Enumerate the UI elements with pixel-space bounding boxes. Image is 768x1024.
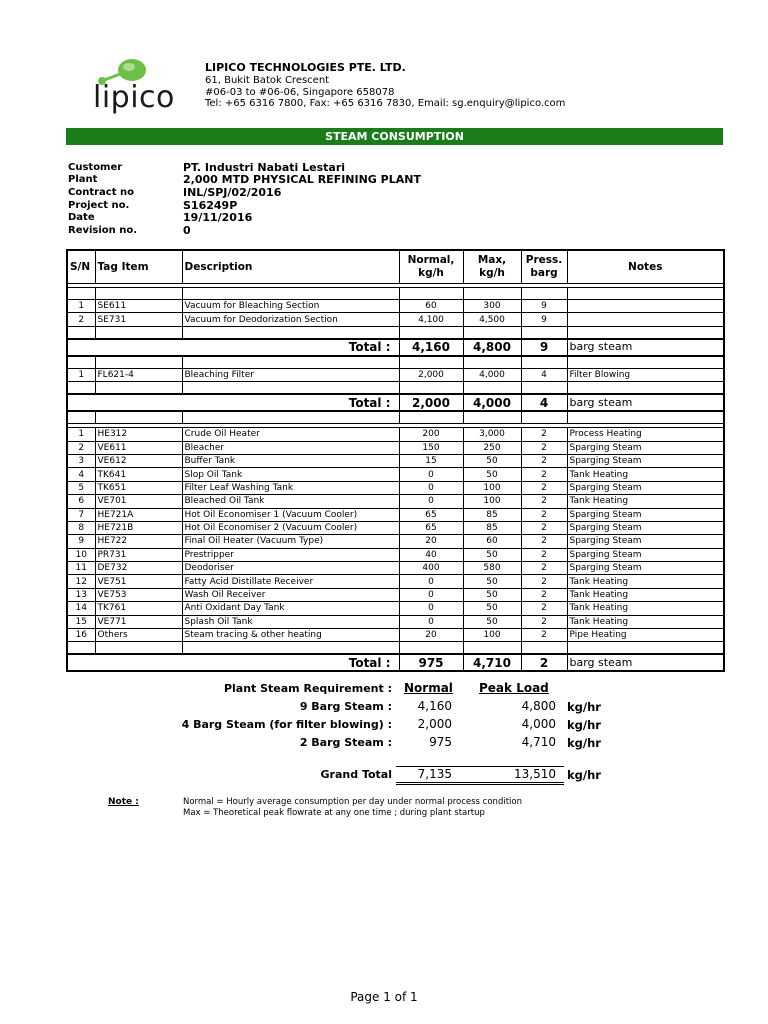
grand-total-normal: 7,135 (417, 767, 452, 781)
description-cell: Buffer Tank (182, 454, 399, 467)
table-row (67, 629, 724, 642)
press-cell: 2 (521, 535, 567, 548)
tag-cell: TK641 (95, 468, 182, 481)
header-sn: S/N (67, 250, 95, 284)
contract-label: Contract no (68, 187, 134, 198)
notes-cell: Sparging Steam (567, 508, 724, 521)
sn-cell: 14 (67, 602, 95, 615)
empty-cell (463, 326, 521, 339)
note-label: Note : (108, 797, 139, 807)
press-cell: 9 (521, 300, 567, 313)
description-cell: Bleached Oil Tank (182, 495, 399, 508)
table-row (67, 535, 724, 548)
logo-wordmark: lipico (93, 80, 175, 115)
header-description: Description (182, 250, 399, 284)
table-row (67, 602, 724, 615)
notes-cell: Tank Heating (567, 575, 724, 588)
total-normal: 2,000 (399, 394, 463, 411)
empty-cell (463, 382, 521, 395)
notes-cell: Sparging Steam (567, 562, 724, 575)
normal-cell: 20 (399, 535, 463, 548)
empty-cell (182, 356, 399, 369)
empty-cell (67, 382, 95, 395)
grand-total-bottom-rule (396, 782, 564, 785)
empty-cell (95, 642, 182, 655)
blank-row (67, 326, 724, 339)
tag-cell: VE701 (95, 495, 182, 508)
notes-cell: Sparging Steam (567, 481, 724, 494)
notes-cell: Filter Blowing (567, 368, 724, 381)
table-row (67, 508, 724, 521)
empty-cell (95, 356, 182, 369)
press-cell: 2 (521, 629, 567, 642)
description-cell: Splash Oil Tank (182, 615, 399, 628)
notes-cell (567, 300, 724, 313)
notes-cell: Tank Heating (567, 615, 724, 628)
press-cell: 2 (521, 575, 567, 588)
total-unit: barg steam (567, 339, 724, 356)
notes-cell: Sparging Steam (567, 454, 724, 467)
empty-cell (182, 382, 399, 395)
company-name: LIPICO TECHNOLOGIES PTE. LTD. (205, 61, 406, 74)
description-cell: Crude Oil Heater (182, 428, 399, 441)
notes-cell: Sparging Steam (567, 521, 724, 534)
press-cell: 2 (521, 562, 567, 575)
max-cell: 50 (463, 468, 521, 481)
total-max: 4,000 (463, 394, 521, 411)
summary-row-peak: 4,800 (521, 699, 556, 713)
press-cell: 9 (521, 313, 567, 326)
empty-cell (521, 382, 567, 395)
max-cell: 4,500 (463, 313, 521, 326)
summary-col-normal: Normal (404, 681, 453, 695)
table-row (67, 428, 724, 441)
sn-cell: 2 (67, 313, 95, 326)
header-tag: Tag Item (95, 250, 182, 284)
contract-value: INL/SPJ/02/2016 (183, 186, 282, 199)
table-row (67, 521, 724, 534)
revision-label: Revision no. (68, 225, 138, 236)
empty-cell (67, 326, 95, 339)
description-cell: Bleaching Filter (182, 368, 399, 381)
tag-cell: VE771 (95, 615, 182, 628)
empty-cell (67, 288, 95, 300)
press-cell: 2 (521, 521, 567, 534)
normal-cell: 4,100 (399, 313, 463, 326)
table-row (67, 368, 724, 381)
normal-cell: 0 (399, 468, 463, 481)
sn-cell: 7 (67, 508, 95, 521)
empty-cell (399, 326, 463, 339)
empty-cell (521, 356, 567, 369)
description-cell: Fatty Acid Distillate Receiver (182, 575, 399, 588)
description-cell: Slop Oil Tank (182, 468, 399, 481)
description-cell: Filter Leaf Washing Tank (182, 481, 399, 494)
tag-cell: Others (95, 629, 182, 642)
summary-row-label: 4 Barg Steam (for filter blowing) : (181, 718, 392, 731)
notes-cell: Tank Heating (567, 495, 724, 508)
press-cell: 2 (521, 615, 567, 628)
total-label: Total : (67, 654, 399, 671)
tag-cell: TK761 (95, 602, 182, 615)
tag-cell: SE731 (95, 313, 182, 326)
table-row (67, 468, 724, 481)
press-cell: 2 (521, 428, 567, 441)
total-press: 4 (521, 394, 567, 411)
header-notes: Notes (567, 250, 724, 284)
press-cell: 2 (521, 468, 567, 481)
summary-label: Plant Steam Requirement : (223, 682, 392, 695)
max-cell: 50 (463, 548, 521, 561)
max-cell: 50 (463, 602, 521, 615)
empty-cell (521, 411, 567, 424)
total-press: 2 (521, 654, 567, 671)
max-cell: 580 (463, 562, 521, 575)
document-title-bar: STEAM CONSUMPTION (66, 128, 723, 145)
max-cell: 300 (463, 300, 521, 313)
table-row (67, 548, 724, 561)
summary-row-unit: kg/hr (567, 736, 601, 750)
empty-cell (399, 356, 463, 369)
description-cell: Steam tracing & other heating (182, 629, 399, 642)
tag-cell: HE721B (95, 521, 182, 534)
notes-cell: Pipe Heating (567, 629, 724, 642)
blank-row (67, 288, 724, 300)
notes-cell: Tank Heating (567, 588, 724, 601)
normal-cell: 15 (399, 454, 463, 467)
total-row (67, 339, 724, 356)
grand-total-unit: kg/hr (567, 768, 601, 782)
empty-cell (399, 288, 463, 300)
total-normal: 975 (399, 654, 463, 671)
date-value: 19/11/2016 (183, 211, 253, 224)
max-cell: 100 (463, 629, 521, 642)
normal-cell: 200 (399, 428, 463, 441)
description-cell: Hot Oil Economiser 2 (Vacuum Cooler) (182, 521, 399, 534)
sn-cell: 13 (67, 588, 95, 601)
company-contact: Tel: +65 6316 7800, Fax: +65 6316 7830, Email: sg.enquiry@lipico.com (205, 98, 566, 109)
max-cell: 50 (463, 575, 521, 588)
empty-cell (567, 326, 724, 339)
normal-cell: 150 (399, 441, 463, 454)
max-cell: 100 (463, 495, 521, 508)
empty-cell (567, 411, 724, 424)
normal-cell: 0 (399, 575, 463, 588)
steam-consumption-table (66, 249, 725, 672)
summary-row-unit: kg/hr (567, 718, 601, 732)
press-cell: 2 (521, 481, 567, 494)
table-row (67, 454, 724, 467)
tag-cell: DE732 (95, 562, 182, 575)
empty-cell (399, 382, 463, 395)
tag-cell: HE721A (95, 508, 182, 521)
normal-cell: 0 (399, 588, 463, 601)
empty-cell (567, 356, 724, 369)
empty-cell (521, 326, 567, 339)
notes-cell: Sparging Steam (567, 441, 724, 454)
normal-cell: 40 (399, 548, 463, 561)
press-cell: 2 (521, 588, 567, 601)
description-cell: Prestripper (182, 548, 399, 561)
tag-cell: VE611 (95, 441, 182, 454)
sn-cell: 5 (67, 481, 95, 494)
empty-cell (67, 411, 95, 424)
table-row (67, 300, 724, 313)
project-label: Project no. (68, 200, 130, 211)
sn-cell: 4 (67, 468, 95, 481)
notes-cell: Process Heating (567, 428, 724, 441)
empty-cell (521, 642, 567, 655)
empty-cell (95, 326, 182, 339)
max-cell: 100 (463, 481, 521, 494)
grand-total-label: Grand Total (320, 768, 392, 781)
blank-row (67, 356, 724, 369)
summary-col-peak: Peak Load (479, 681, 549, 695)
description-cell: Final Oil Heater (Vacuum Type) (182, 535, 399, 548)
header-max: Max, kg/h (463, 250, 521, 284)
empty-cell (182, 642, 399, 655)
empty-cell (95, 411, 182, 424)
project-value: S16249P (183, 199, 238, 212)
note-line1: Normal = Hourly average consumption per day under normal process condition (183, 797, 522, 807)
date-label: Date (68, 212, 95, 223)
normal-cell: 0 (399, 602, 463, 615)
total-unit: barg steam (567, 394, 724, 411)
table-row (67, 615, 724, 628)
notes-cell: Sparging Steam (567, 535, 724, 548)
press-cell: 4 (521, 368, 567, 381)
tag-cell: SE611 (95, 300, 182, 313)
tag-cell: FL621-4 (95, 368, 182, 381)
sn-cell: 1 (67, 300, 95, 313)
company-address-line2: #06-03 to #06-06, Singapore 658078 (205, 87, 395, 98)
revision-value: 0 (183, 224, 191, 237)
blank-row (67, 382, 724, 395)
grand-total-peak: 13,510 (514, 767, 556, 781)
empty-cell (463, 288, 521, 300)
table-row (67, 441, 724, 454)
tag-cell: PR731 (95, 548, 182, 561)
max-cell: 50 (463, 588, 521, 601)
max-cell: 85 (463, 508, 521, 521)
notes-cell (567, 313, 724, 326)
press-cell: 2 (521, 548, 567, 561)
table-row (67, 575, 724, 588)
tag-cell: HE722 (95, 535, 182, 548)
table-row (67, 495, 724, 508)
max-cell: 4,000 (463, 368, 521, 381)
description-cell: Vacuum for Deodorization Section (182, 313, 399, 326)
summary-row-normal: 975 (429, 735, 452, 749)
summary-row-normal: 4,160 (417, 699, 452, 713)
max-cell: 85 (463, 521, 521, 534)
max-cell: 250 (463, 441, 521, 454)
sn-cell: 15 (67, 615, 95, 628)
table-row (67, 481, 724, 494)
summary-row-unit: kg/hr (567, 700, 601, 714)
max-cell: 3,000 (463, 428, 521, 441)
customer-value: PT. Industri Nabati Lestari (183, 161, 346, 174)
normal-cell: 2,000 (399, 368, 463, 381)
empty-cell (463, 411, 521, 424)
summary-row-label: 9 Barg Steam : (299, 700, 392, 713)
total-press: 9 (521, 339, 567, 356)
press-cell: 2 (521, 508, 567, 521)
sn-cell: 2 (67, 441, 95, 454)
page-number: Page 1 of 1 (350, 990, 418, 1004)
empty-cell (67, 356, 95, 369)
empty-cell (399, 411, 463, 424)
tag-cell: TK651 (95, 481, 182, 494)
normal-cell: 65 (399, 521, 463, 534)
table-row (67, 313, 724, 326)
empty-cell (399, 642, 463, 655)
normal-cell: 400 (399, 562, 463, 575)
total-label: Total : (67, 394, 399, 411)
empty-cell (182, 411, 399, 424)
blank-row (67, 642, 724, 655)
tag-cell: VE612 (95, 454, 182, 467)
description-cell: Deodoriser (182, 562, 399, 575)
summary-row-peak: 4,710 (521, 735, 556, 749)
sn-cell: 3 (67, 454, 95, 467)
summary-row-normal: 2,000 (417, 717, 452, 731)
press-cell: 2 (521, 441, 567, 454)
press-cell: 2 (521, 602, 567, 615)
max-cell: 50 (463, 454, 521, 467)
description-cell: Wash Oil Receiver (182, 588, 399, 601)
sn-cell: 1 (67, 368, 95, 381)
total-row (67, 654, 724, 671)
normal-cell: 0 (399, 481, 463, 494)
empty-cell (567, 642, 724, 655)
normal-cell: 65 (399, 508, 463, 521)
normal-cell: 60 (399, 300, 463, 313)
tag-cell: HE312 (95, 428, 182, 441)
header-normal: Normal, kg/h (399, 250, 463, 284)
empty-cell (182, 288, 399, 300)
description-cell: Vacuum for Bleaching Section (182, 300, 399, 313)
description-cell: Anti Oxidant Day Tank (182, 602, 399, 615)
total-unit: barg steam (567, 654, 724, 671)
max-cell: 60 (463, 535, 521, 548)
sn-cell: 12 (67, 575, 95, 588)
plant-label: Plant (68, 174, 98, 185)
empty-cell (567, 288, 724, 300)
total-label: Total : (67, 339, 399, 356)
empty-cell (463, 356, 521, 369)
total-normal: 4,160 (399, 339, 463, 356)
notes-cell: Tank Heating (567, 468, 724, 481)
normal-cell: 0 (399, 495, 463, 508)
sn-cell: 9 (67, 535, 95, 548)
empty-cell (567, 382, 724, 395)
description-cell: Hot Oil Economiser 1 (Vacuum Cooler) (182, 508, 399, 521)
customer-label: Customer (68, 162, 123, 173)
sn-cell: 11 (67, 562, 95, 575)
empty-cell (182, 326, 399, 339)
empty-cell (463, 642, 521, 655)
header-press: Press. barg (521, 250, 567, 284)
total-row (67, 394, 724, 411)
press-cell: 2 (521, 454, 567, 467)
tag-cell: VE753 (95, 588, 182, 601)
total-max: 4,800 (463, 339, 521, 356)
sn-cell: 6 (67, 495, 95, 508)
note-line2: Max = Theoretical peak flowrate at any one time ; during plant startup (183, 808, 485, 818)
sn-cell: 16 (67, 629, 95, 642)
summary-row-peak: 4,000 (521, 717, 556, 731)
normal-cell: 20 (399, 629, 463, 642)
normal-cell: 0 (399, 615, 463, 628)
empty-cell (67, 642, 95, 655)
sn-cell: 10 (67, 548, 95, 561)
table-row (67, 588, 724, 601)
empty-cell (521, 288, 567, 300)
tag-cell: VE751 (95, 575, 182, 588)
table-row (67, 562, 724, 575)
company-address-line1: 61, Bukit Batok Crescent (205, 75, 330, 86)
sn-cell: 1 (67, 428, 95, 441)
max-cell: 50 (463, 615, 521, 628)
press-cell: 2 (521, 495, 567, 508)
table-header-row (67, 250, 724, 284)
blank-row (67, 411, 724, 424)
summary-row-label: 2 Barg Steam : (299, 736, 392, 749)
plant-value: 2,000 MTD PHYSICAL REFINING PLANT (183, 173, 421, 186)
total-max: 4,710 (463, 654, 521, 671)
sn-cell: 8 (67, 521, 95, 534)
empty-cell (95, 288, 182, 300)
description-cell: Bleacher (182, 441, 399, 454)
empty-cell (95, 382, 182, 395)
notes-cell: Sparging Steam (567, 548, 724, 561)
notes-cell: Tank Heating (567, 602, 724, 615)
